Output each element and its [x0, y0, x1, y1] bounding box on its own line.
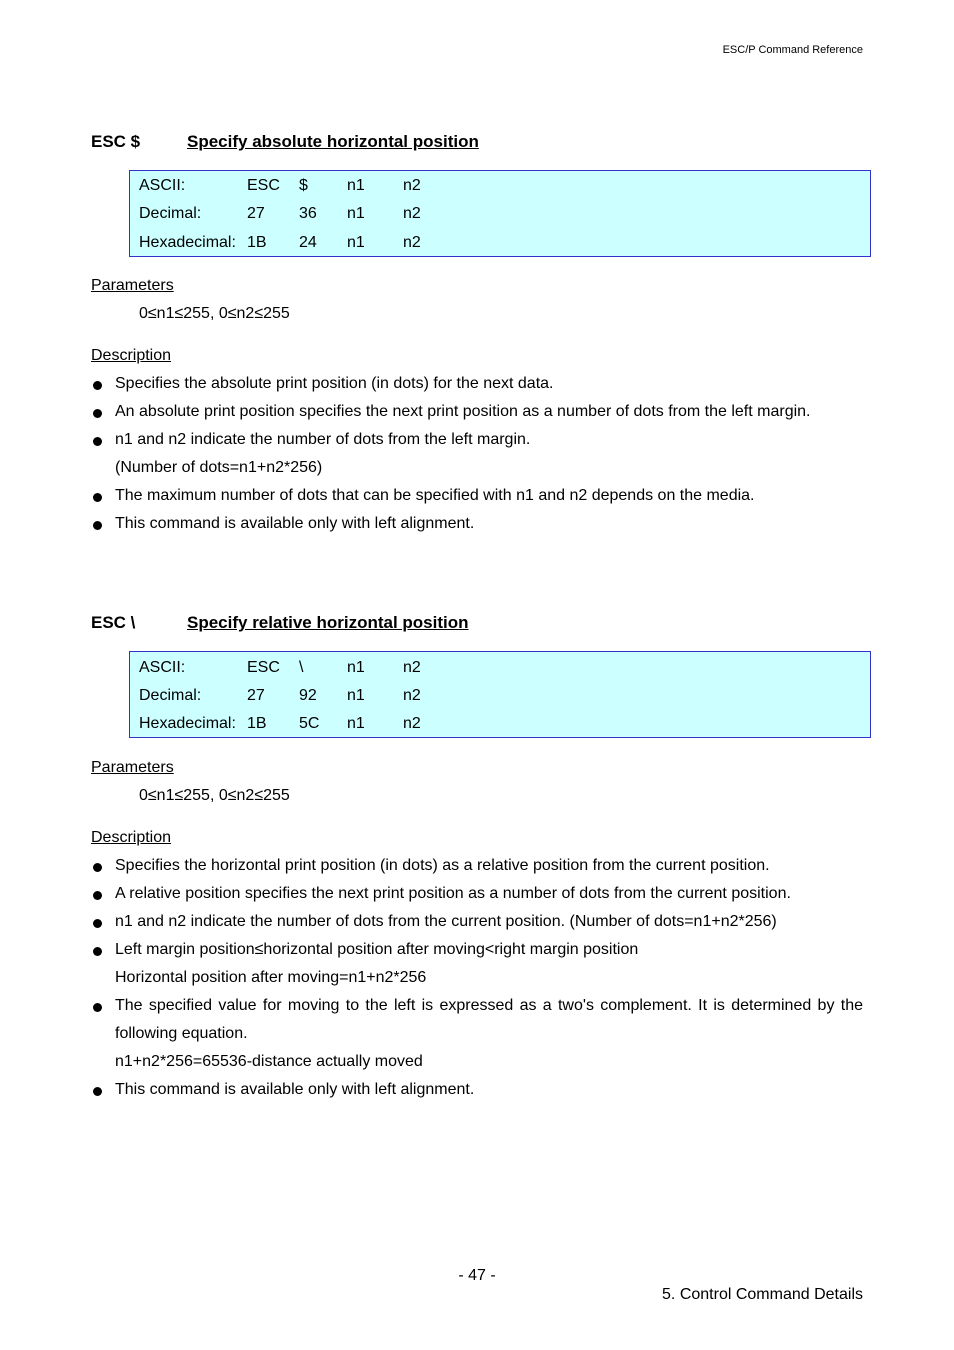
- bullet-continuation: n1+n2*256=65536-distance actually moved: [115, 1053, 423, 1070]
- code-label: Decimal:: [139, 205, 202, 222]
- code-value: 27: [247, 687, 265, 704]
- code-value: n2: [403, 715, 421, 732]
- bullet-dot-icon: [93, 1087, 102, 1096]
- bullet-continuation: (Number of dots=n1+n2*256): [115, 459, 323, 476]
- code-value: $: [299, 177, 308, 194]
- code-value: n2: [403, 687, 421, 704]
- bullet-dot-icon: [93, 437, 102, 446]
- command-code-box: [129, 651, 871, 738]
- parameters-text: 0≤n1≤255, 0≤n2≤255: [139, 305, 290, 322]
- code-label: Decimal:: [139, 687, 202, 704]
- bullet-dot-icon: [93, 947, 102, 956]
- command-title: Specify relative horizontal position: [187, 613, 469, 632]
- bullet-dot-icon: [93, 863, 102, 872]
- code-value: ESC: [247, 177, 280, 194]
- bullet-continuation: following equation.: [115, 1025, 248, 1042]
- bullet-dot-icon: [93, 1003, 102, 1012]
- code-value: n2: [403, 205, 421, 222]
- code-value: 27: [247, 205, 265, 222]
- code-value: n1: [347, 715, 365, 732]
- bullet-dot-icon: [93, 521, 102, 530]
- code-value: ESC: [247, 659, 280, 676]
- code-value: \: [299, 659, 304, 676]
- code-value: n1: [347, 234, 365, 251]
- code-label: Hexadecimal:: [139, 715, 236, 732]
- bullet-dot-icon: [93, 381, 102, 390]
- code-value: 92: [299, 687, 317, 704]
- command-code: ESC \: [91, 613, 136, 632]
- parameters-text: 0≤n1≤255, 0≤n2≤255: [139, 787, 290, 804]
- parameters-heading: Parameters: [91, 759, 174, 776]
- bullet-dot-icon: [93, 891, 102, 900]
- code-value: n2: [403, 234, 421, 251]
- code-value: 1B: [247, 715, 267, 732]
- running-header: ESC/P Command Reference: [722, 44, 863, 56]
- section-title-esc-backslash: [91, 613, 469, 633]
- parameters-heading: Parameters: [91, 277, 174, 294]
- code-value: n1: [347, 177, 365, 194]
- bullet-continuation: Horizontal position after moving=n1+n2*256: [115, 969, 427, 986]
- description-heading: Description: [91, 829, 172, 846]
- section-title-esc-dollar: [91, 132, 479, 152]
- code-value: n2: [403, 177, 421, 194]
- bullet-dot-icon: [93, 919, 102, 928]
- code-label: ASCII:: [139, 177, 186, 194]
- bullet-dot-icon: [93, 493, 102, 502]
- running-footer: 5. Control Command Details: [662, 1286, 863, 1303]
- bullet-dot-icon: [93, 409, 102, 418]
- code-label: Hexadecimal:: [139, 234, 236, 251]
- code-value: n1: [347, 687, 365, 704]
- code-value: 1B: [247, 234, 267, 251]
- code-value: n2: [403, 659, 421, 676]
- command-title: Specify absolute horizontal position: [187, 132, 479, 151]
- command-code: ESC $: [91, 132, 141, 151]
- code-value: 36: [299, 205, 317, 222]
- page-number: - 47 -: [458, 1267, 496, 1284]
- code-value: 5C: [299, 715, 320, 732]
- code-value: n1: [347, 659, 365, 676]
- command-code-box: [129, 170, 871, 257]
- code-value: n1: [347, 205, 365, 222]
- code-value: 24: [299, 234, 317, 251]
- code-label: ASCII:: [139, 659, 186, 676]
- description-heading: Description: [91, 347, 172, 364]
